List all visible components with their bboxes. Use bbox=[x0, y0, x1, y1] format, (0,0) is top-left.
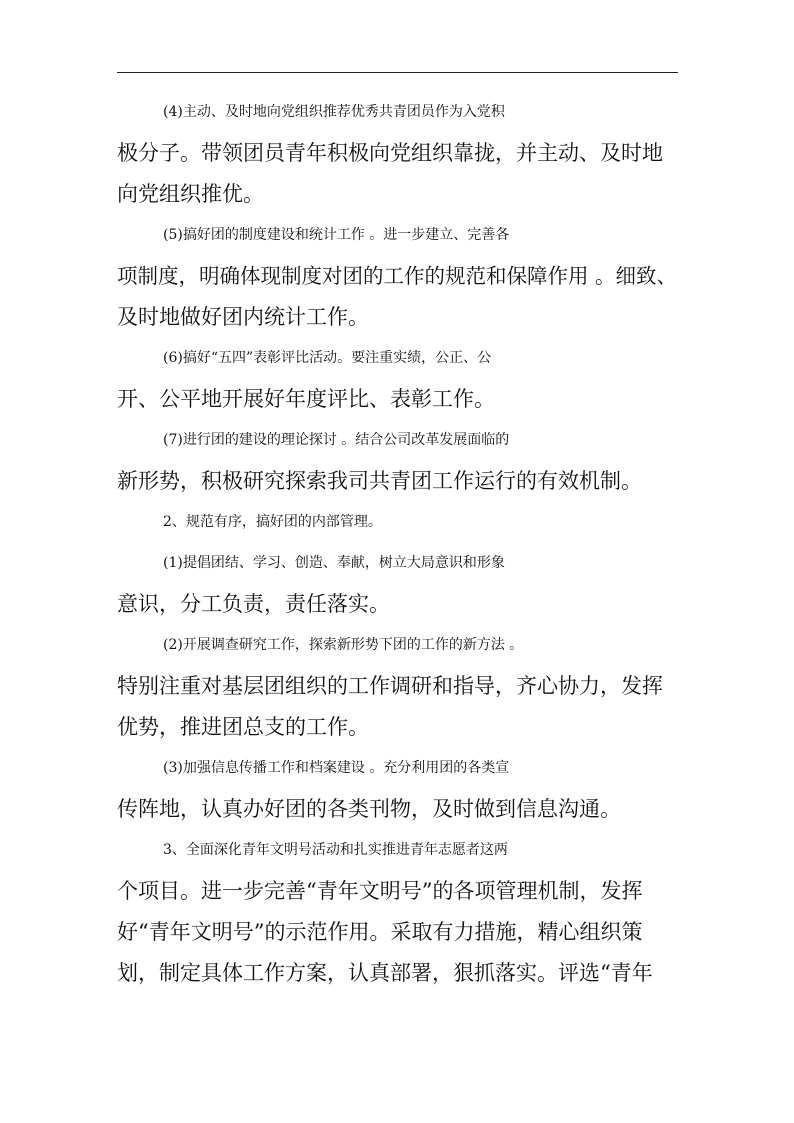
text-line: (1)提倡团结、学习、创造、奉献，树立大局意识和形象 bbox=[163, 555, 505, 571]
text-line: (3)加强信息传播工作和档案建设 。充分利用团的各类宣 bbox=[163, 760, 510, 776]
text-line: (2)开展调查研究工作，探索新形势下团的工作的新方法 。 bbox=[163, 637, 524, 653]
text-line: 新形势，积极研究探索我司共青团工作运行的有效机制。 bbox=[117, 469, 642, 493]
text-line: (4)主动、及时地向党组织推荐优秀共青团员作为入党积 bbox=[163, 104, 505, 120]
text-line: 好“青年文明号”的示范作用。采取有力措施，精心组织策 bbox=[117, 920, 643, 944]
text-line: 意识，分工负责，责任落实。 bbox=[117, 592, 390, 616]
text-line: 开、公平地开展好年度评比、表彰工作。 bbox=[117, 387, 495, 411]
text-line: 传阵地，认真办好团的各类刊物，及时做到信息沟通。 bbox=[117, 797, 621, 821]
text-line: 3、全面深化青年文明号活动和扎实推进青年志愿者这两 bbox=[163, 842, 508, 858]
text-line: 优势，推进团总支的工作。 bbox=[117, 715, 369, 739]
text-line: 极分子。带领团员青年积极向党组织靠拢，并主动、及时地 bbox=[117, 141, 663, 165]
text-line: (6)搞好“五四”表彰评比活动。要注重实绩，公正、公 bbox=[163, 350, 492, 366]
text-line: 及时地做好团内统计工作。 bbox=[117, 305, 369, 329]
text-line: (7)进行团的建设的理论探讨 。结合公司改革发展面临的 bbox=[163, 432, 510, 448]
document-body bbox=[117, 92, 679, 994]
text-line: 2、规范有序，搞好团的内部管理。 bbox=[163, 514, 382, 530]
text-line: 向党组织推优。 bbox=[117, 182, 264, 206]
header-rule bbox=[117, 72, 678, 73]
text-line: 个项目。进一步完善“青年文明号”的各项管理机制，发挥 bbox=[117, 879, 643, 903]
text-line: 特别注重对基层团组织的工作调研和指导，齐心协力，发挥 bbox=[117, 674, 663, 698]
text-line: (5)搞好团的制度建设和统计工作 。进一步建立、完善各 bbox=[163, 227, 510, 243]
text-line: 项制度，明确体现制度对团的工作的规范和保障作用 。细致、 bbox=[117, 264, 678, 288]
text-line: 划，制定具体工作方案，认真部署，狠抓落实。评选“青年 bbox=[117, 961, 653, 985]
